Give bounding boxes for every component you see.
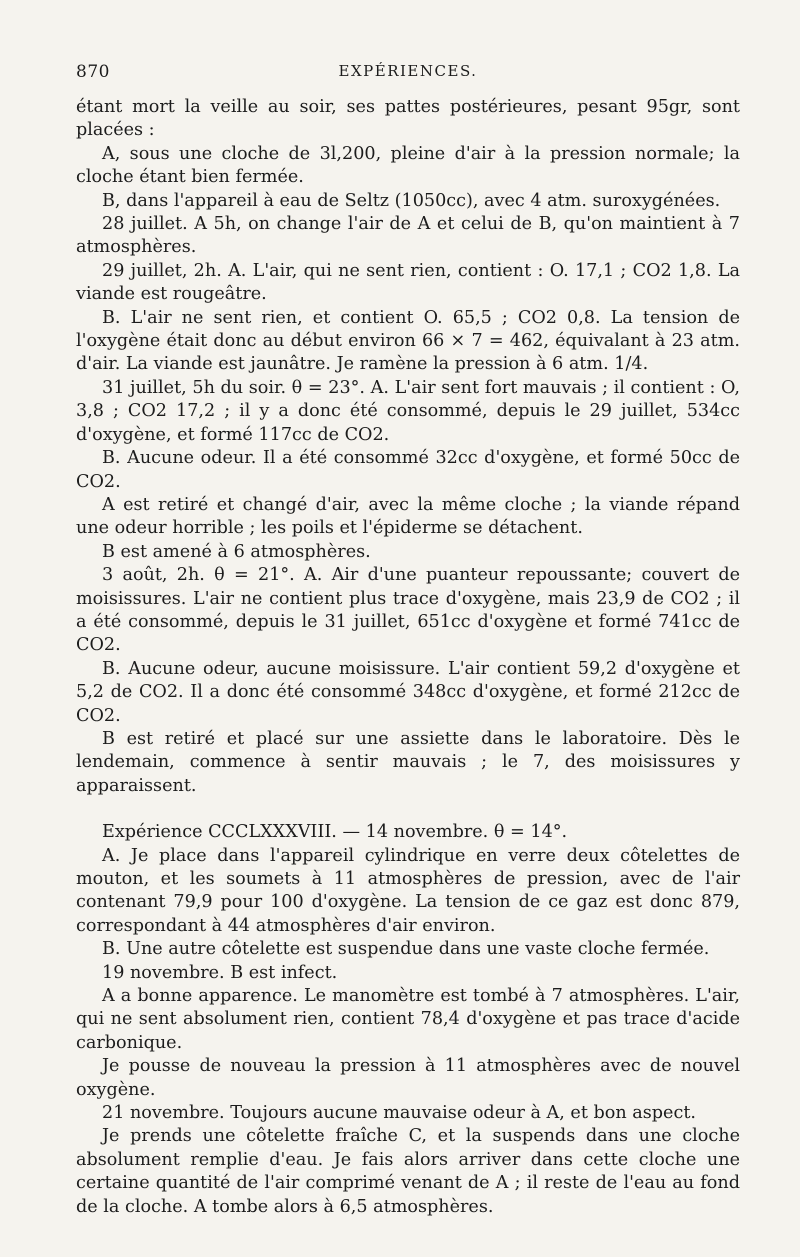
- paragraph: Je pousse de nouveau la pression à 11 atmosphères avec de nouvel oxygène.: [76, 1056, 740, 1100]
- paragraph: B. Une autre côtelette est suspendue dans une vaste cloche fermée.: [102, 939, 710, 960]
- page-header: [76, 60, 740, 88]
- paragraph: A, sous une cloche de 3l,200, pleine d'air à la pression normale; la cloche étant bien fermée.: [76, 143, 740, 188]
- paragraph: B. Aucune odeur, aucune moisissure. L'air contient 59,2 d'oxygène et 5,2 de CO2. Il a donc été consommé 348cc d'oxygène, et formé 212cc de CO2.: [76, 658, 740, 726]
- paragraph: B est amené à 6 atmosphères.: [102, 541, 371, 562]
- running-head: EXPÉRIENCES.: [338, 62, 478, 80]
- paragraph: Je prends une côtelette fraîche C, et la suspends dans une cloche absolument remplie d'eau. Je fais alors arriver dans cette cloche une certaine quantité de l'air comprimé venant de A ; il reste de l'eau au fond de la cloche. A tombe alors à 6,5 atmosphères.: [76, 1126, 740, 1217]
- paragraph: 31 juillet, 5h du soir. θ = 23°. A. L'air sent fort mauvais ; il contient : O, 3,8 ; CO2 17,2 ; il y a donc été consommé, depuis le 29 juillet, 534cc d'oxygène, et formé 117cc de CO2.: [76, 377, 740, 445]
- paragraph: 28 juillet. A 5h, on change l'air de A et celui de B, qu'on maintient à 7 atmosphères.: [76, 214, 740, 258]
- paragraph: B est retiré et placé sur une assiette dans le laboratoire. Dès le lendemain, commence à sentir mauvais ; le 7, des moisissures y apparaissent.: [76, 728, 740, 796]
- paragraph: étant mort la veille au soir, ses pattes postérieures, pesant 95gr, sont placées :: [76, 97, 740, 141]
- experiment-heading: Expérience CCCLXXXVIII. — 14 novembre. θ = 14°.: [102, 822, 568, 843]
- paragraph: A a bonne apparence. Le manomètre est tombé à 7 atmosphères. L'air, qui ne sent absolument rien, contient 78,4 d'oxygène et pas trace d'acide carbonique.: [76, 986, 740, 1053]
- paragraph: A est retiré et changé d'air, avec la même cloche ; la viande répand une odeur horrible ; les poils et l'épiderme se détachent.: [76, 494, 740, 539]
- paragraph: 29 juillet, 2h. A. L'air, qui ne sent rien, contient : O. 17,1 ; CO2 1,8. La viande est rougeâtre.: [76, 260, 740, 305]
- paragraph: B, dans l'appareil à eau de Seltz (1050cc), avec 4 atm. suroxygénées.: [102, 190, 721, 211]
- paragraph: 3 août, 2h. θ = 21°. A. Air d'une puanteur repoussante; couvert de moisissures. L'air ne contient plus trace d'oxygène, mais 23,9 de CO2 ; il a été consommé, depuis le 31 juillet, 651cc d'oxygène et formé 741cc de CO2.: [76, 565, 740, 656]
- paragraph: 21 novembre. Toujours aucune mauvaise odeur à A, et bon aspect.: [102, 1103, 696, 1124]
- paragraph: 19 novembre. B est infect.: [102, 962, 338, 983]
- paragraph: A. Je place dans l'appareil cylindrique en verre deux côtelettes de mouton, et les soumets à 11 atmosphères de pression, avec de l'air contenant 79,9 pour 100 d'oxygène. La tension de ce gaz est donc 879, correspondant à 44 atmosphères d'air environ.: [76, 845, 740, 936]
- paragraph: B. L'air ne sent rien, et contient O. 65,5 ; CO2 0,8. La tension de l'oxygène était donc au début environ 66 × 7 = 462, équivalant à 23 atm. d'air. La viande est jaunâtre. Je ramène la pression à 6 atm. 1/4.: [76, 307, 740, 375]
- paragraph: B. Aucune odeur. Il a été consommé 32cc d'oxygène, et formé 50cc de CO2.: [76, 448, 740, 492]
- page-body: [76, 96, 740, 1219]
- page-number: 870: [76, 62, 110, 82]
- section-spacer: [76, 798, 740, 821]
